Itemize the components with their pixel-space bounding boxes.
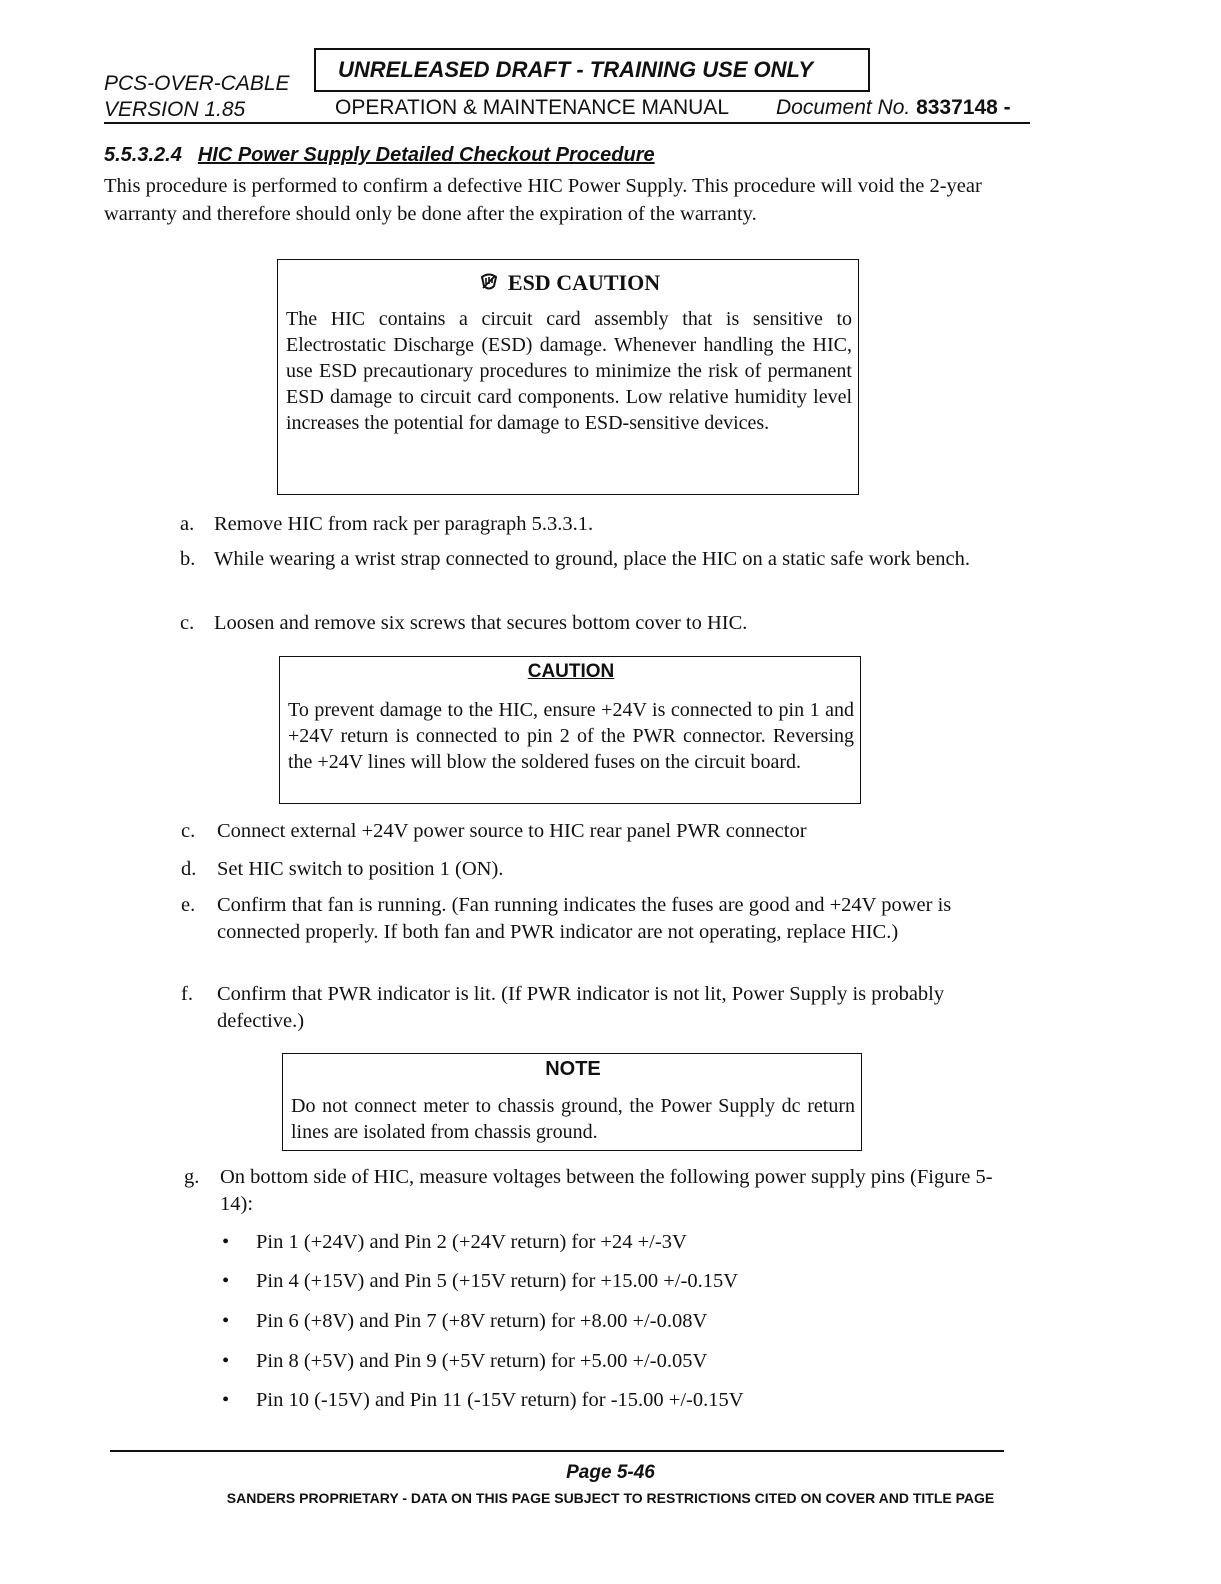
measurement-item: [222, 1268, 1022, 1296]
esd-caution-box: [277, 259, 859, 495]
note-text: Do not connect meter to chassis ground, the Power Supply dc return lines are isolated from chassis ground.: [291, 1095, 855, 1143]
step-text: On bottom side of HIC, measure voltages between the following power supply pins (Figure 5-14):: [220, 1166, 993, 1215]
draft-banner: UNRELEASED DRAFT - TRAINING USE ONLY: [314, 48, 870, 92]
measurement-item: [222, 1308, 1022, 1336]
note-box: [282, 1053, 862, 1151]
measurement-text: Pin 6 (+8V) and Pin 7 (+8V return) for +8.00 +/-0.08V: [256, 1310, 708, 1332]
list-item: [181, 818, 1031, 846]
caution-box: [279, 656, 861, 804]
page-number: Page 5-46: [566, 1462, 655, 1483]
step-text: While wearing a wrist strap connected to ground, place the HIC on a static safe work bench.: [214, 548, 970, 570]
bullet-icon: •: [222, 1231, 230, 1253]
step-text: Set HIC switch to position 1 (ON).: [217, 858, 504, 880]
manual-title: OPERATION & MAINTENANCE MANUAL: [335, 96, 729, 119]
header-rule: [104, 122, 1030, 124]
measurement-text: Pin 8 (+5V) and Pin 9 (+5V return) for +5.00 +/-0.05V: [256, 1350, 708, 1372]
document-number-label: Document No.: [776, 96, 911, 119]
document-number-value: 8337148 -: [916, 96, 1011, 119]
step-label: a.: [180, 513, 195, 535]
list-item: [180, 546, 1030, 602]
list-item: [184, 1164, 1034, 1220]
bullet-icon: •: [222, 1310, 230, 1332]
bullet-icon: •: [222, 1389, 230, 1411]
note-title: NOTE: [545, 1058, 601, 1080]
bullet-icon: •: [222, 1350, 230, 1372]
section-heading: [104, 144, 655, 167]
list-item: [180, 511, 1030, 539]
document-number: [776, 96, 1011, 120]
esd-caution-title: ESD CAUTION: [507, 270, 661, 295]
step-text: Confirm that PWR indicator is lit. (If PWR indicator is not lit, Power Supply is probably defective.): [217, 983, 945, 1032]
step-text: Loosen and remove six screws that secures bottom cover to HIC.: [214, 612, 748, 634]
measurement-item: [222, 1348, 1022, 1376]
footer-rule: [110, 1450, 1004, 1452]
measurement-item: [222, 1229, 1022, 1257]
step-label: c.: [180, 612, 195, 634]
section-number: 5.5.3.2.4: [104, 144, 182, 166]
list-item: [181, 981, 1031, 1037]
esd-caution-heading: [286, 270, 852, 296]
step-label: e.: [181, 894, 196, 916]
section-title: HIC Power Supply Detailed Checkout Procedure: [197, 144, 655, 166]
intro-paragraph: This procedure is performed to confirm a defective HIC Power Supply. This procedure will void the 2-year warranty and therefore should only be done after the expiration of the warranty.: [104, 175, 982, 225]
list-item: [180, 610, 1030, 638]
caution-text: To prevent damage to the HIC, ensure +24V is connected to pin 1 and +24V return is connected to pin 2 of the PWR connector. Reversing the +24V lines will blow the soldered fuses on the circuit board.: [288, 699, 854, 773]
step-label: c.: [181, 820, 196, 842]
step-label: b.: [180, 548, 196, 570]
bullet-icon: •: [222, 1270, 230, 1292]
proprietary-notice: SANDERS PROPRIETARY - DATA ON THIS PAGE SUBJECT TO RESTRICTIONS CITED ON COVER AND TITLE PAGE: [226, 1490, 995, 1506]
esd-hand-icon: [478, 271, 500, 293]
step-label: g.: [184, 1166, 200, 1188]
caution-title: CAUTION: [527, 661, 615, 682]
step-text: Connect external +24V power source to HIC rear panel PWR connector: [217, 820, 807, 842]
step-text: Confirm that fan is running. (Fan running indicates the fuses are good and +24V power is connected properly. If both fan and PWR indicator are not operating, replace HIC.): [217, 894, 952, 943]
step-label: f.: [181, 983, 193, 1005]
measurement-item: [222, 1387, 1022, 1415]
list-item: [181, 892, 1031, 974]
step-text: Remove HIC from rack per paragraph 5.3.3.1.: [214, 513, 594, 535]
measurement-text: Pin 4 (+15V) and Pin 5 (+15V return) for +15.00 +/-0.15V: [256, 1270, 739, 1292]
measurement-text: Pin 10 (-15V) and Pin 11 (-15V return) for -15.00 +/-0.15V: [256, 1389, 744, 1411]
step-label: d.: [181, 858, 197, 880]
product-version: VERSION 1.85: [104, 98, 246, 121]
esd-caution-text: The HIC contains a circuit card assembly that is sensitive to Electrostatic Discharge (ESD) damage. Whenever handling the HIC, use ESD precautionary procedures to minimize the risk of permanent ESD damage to circuit card components. Low relative humidity level increases the potential for damage to ESD-sensitive devices.: [286, 308, 852, 434]
list-item: [181, 856, 1031, 884]
product-name: PCS-OVER-CABLE: [104, 72, 290, 95]
measurement-text: Pin 1 (+24V) and Pin 2 (+24V return) for +24 +/-3V: [256, 1231, 687, 1253]
